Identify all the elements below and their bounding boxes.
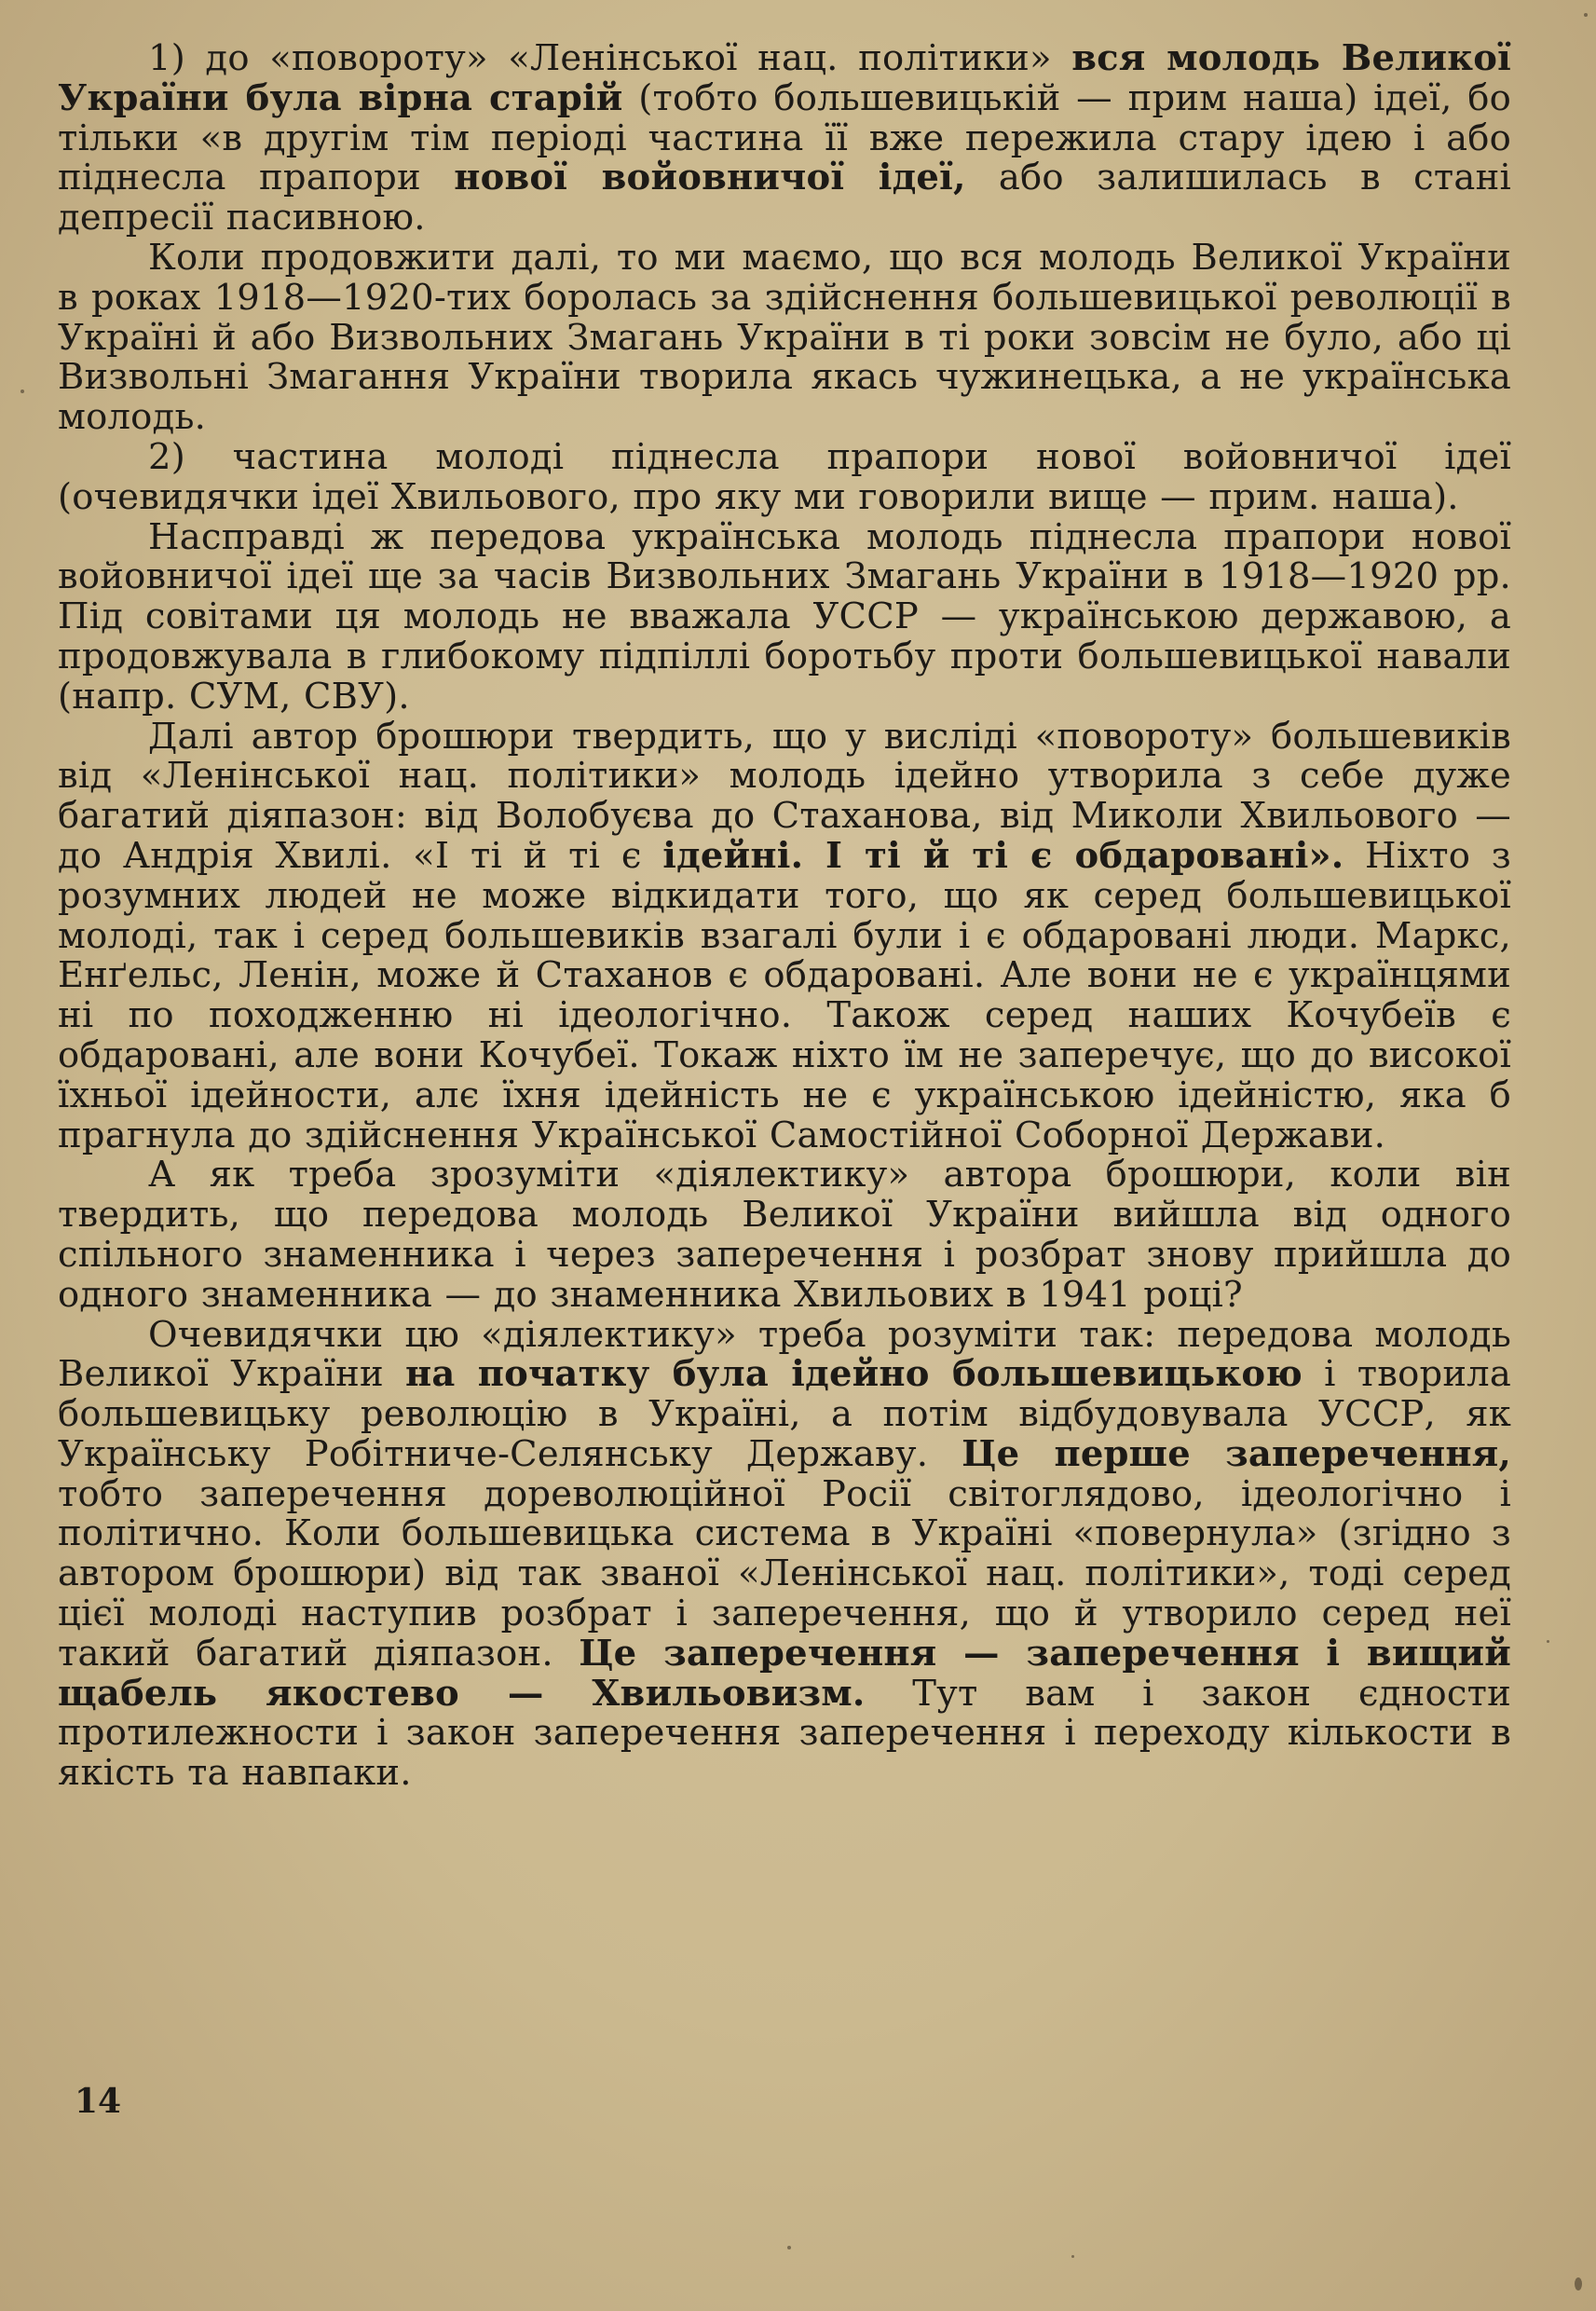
emphasized-text: Це заперечення — заперечення і вищий щабель якостево — Хвильовизм. xyxy=(58,1632,1511,1715)
paper-speck xyxy=(1575,2277,1582,2290)
paper-speck xyxy=(20,390,24,393)
text-segment: 1) до «повороту» «Ленінської нац. політики» xyxy=(148,37,1072,79)
text-segment: Насправді ж передова українська молодь піднесла прапори нової войовничої ідеї ще за часів Визвольних Змагань України в 1918—1920 рр. Під совітами ця молодь не вважала УССР — українською державою, а продовжувала в глибокому підпіллі боротьбу проти большевицької навали (напр. СУМ, СВУ). xyxy=(58,515,1511,718)
text-segment: 2) частина молоді піднесла прапори нової войовничої ідеї (очевидячки ідеї Хвильового, про яку ми говорили вище — прим. наша). xyxy=(58,435,1511,518)
page-number: 14 xyxy=(75,2082,122,2121)
paragraph xyxy=(58,236,1511,439)
text-segment: Ніхто з розумних людей не може відкидати того, що як серед большевицької молоді, так і серед большевиків взагалі були і є обдаровані люди. Маркс, Енґельс, Ленін, може й Стаханов є обдаровані. Але вони не є українцями ні по походженню ні ідеологічно. Також серед наших Кочубеїв є обдаровані, але вони Кочубеї. Токаж ніхто їм не заперечує, що до високої їхньої ідейности, алє їхня ідейність не є українською ідейністю, яка б прагнула до здійснення Української Самостійної Соборної Держави. xyxy=(58,834,1511,1156)
text-segment: Далі автор брошюри твердить, що у висліді «повороту» большевиків від «Ленінської нац. політики» молодь ідейно утворила з себе дуже багатий діяпазон: від Волобуєва до Стаханова, від Миколи Хвильового — до Андрія Хвилі. «І ті й ті є xyxy=(58,715,1511,877)
text-segment: Коли продовжити далі, то ми маємо, що вся молодь Великої України в роках 1918—1920-тих боролась за здійснення большевицької революції в Україні й або Визвольних Змагань України в ті роки зовсім не було, або ці Визвольні Змагання України творила якась чужинецька, а не українська молодь. xyxy=(58,236,1511,439)
emphasized-text: вся молодь Великої України була вірна старій xyxy=(58,37,1511,119)
text-segment: або залишилась в стані депресії пасивною. xyxy=(58,157,1511,239)
paper-speck xyxy=(1071,2255,1074,2258)
paragraph xyxy=(58,39,1511,239)
emphasized-text: Це перше заперечення, xyxy=(962,1432,1512,1475)
text-segment: Очевидячки цю «діялектику» треба розуміти так: передова молодь Великої України xyxy=(58,1313,1511,1396)
emphasized-text: на початку була ідейно большевицькою xyxy=(404,1353,1303,1396)
paragraph xyxy=(58,1156,1511,1315)
emphasized-text: ідейні. І ті й ті є обдаровані». xyxy=(662,834,1344,877)
text-segment: тобто заперечення дореволюційної Росії світоглядово, ідеологічно і політично. Коли большевицька система в Україні «повернула» (згідно з автором брошюри) від так званої «Ленінської нац. політики», тоді серед цієї молоді наступив розбрат і заперечення, що й утворило серед неї такий багатий діяпазон. xyxy=(58,1472,1511,1675)
paragraph xyxy=(58,435,1511,518)
paragraph xyxy=(58,515,1511,718)
text-segment: А як треба зрозуміти «діялектику» автора брошюри, коли він твердить, що передова молодь Великої України вийшла від одного спільного знаменника і через заперечення і розбрат знову прийшла до одного знаменника — до знаменника Хвильових в 1941 році? xyxy=(58,1154,1511,1316)
paper-speck xyxy=(1547,1640,1549,1643)
paper-speck xyxy=(1584,13,1588,17)
paragraph xyxy=(58,1313,1512,1795)
paper-speck xyxy=(787,2246,791,2249)
emphasized-text: нової войовничої ідеї, xyxy=(454,157,966,199)
paragraph xyxy=(58,715,1511,1156)
text-segment: Тут вам і закон єдности протилежности і закон заперечення заперечення і переходу кількости в якість та навпаки. xyxy=(58,1672,1511,1795)
text-segment: і творила большевицьку революцію в Україні, а потім відбудовувала УССР, як Українську Робітниче-Селянську Державу. xyxy=(58,1353,1511,1475)
main-text xyxy=(58,39,1511,1794)
text-segment: (тобто большевицькій — прим наша) ідеї, бо тільки «в другім тім періоді частина її вже пережила стару ідею і або піднесла прапори xyxy=(58,76,1511,199)
